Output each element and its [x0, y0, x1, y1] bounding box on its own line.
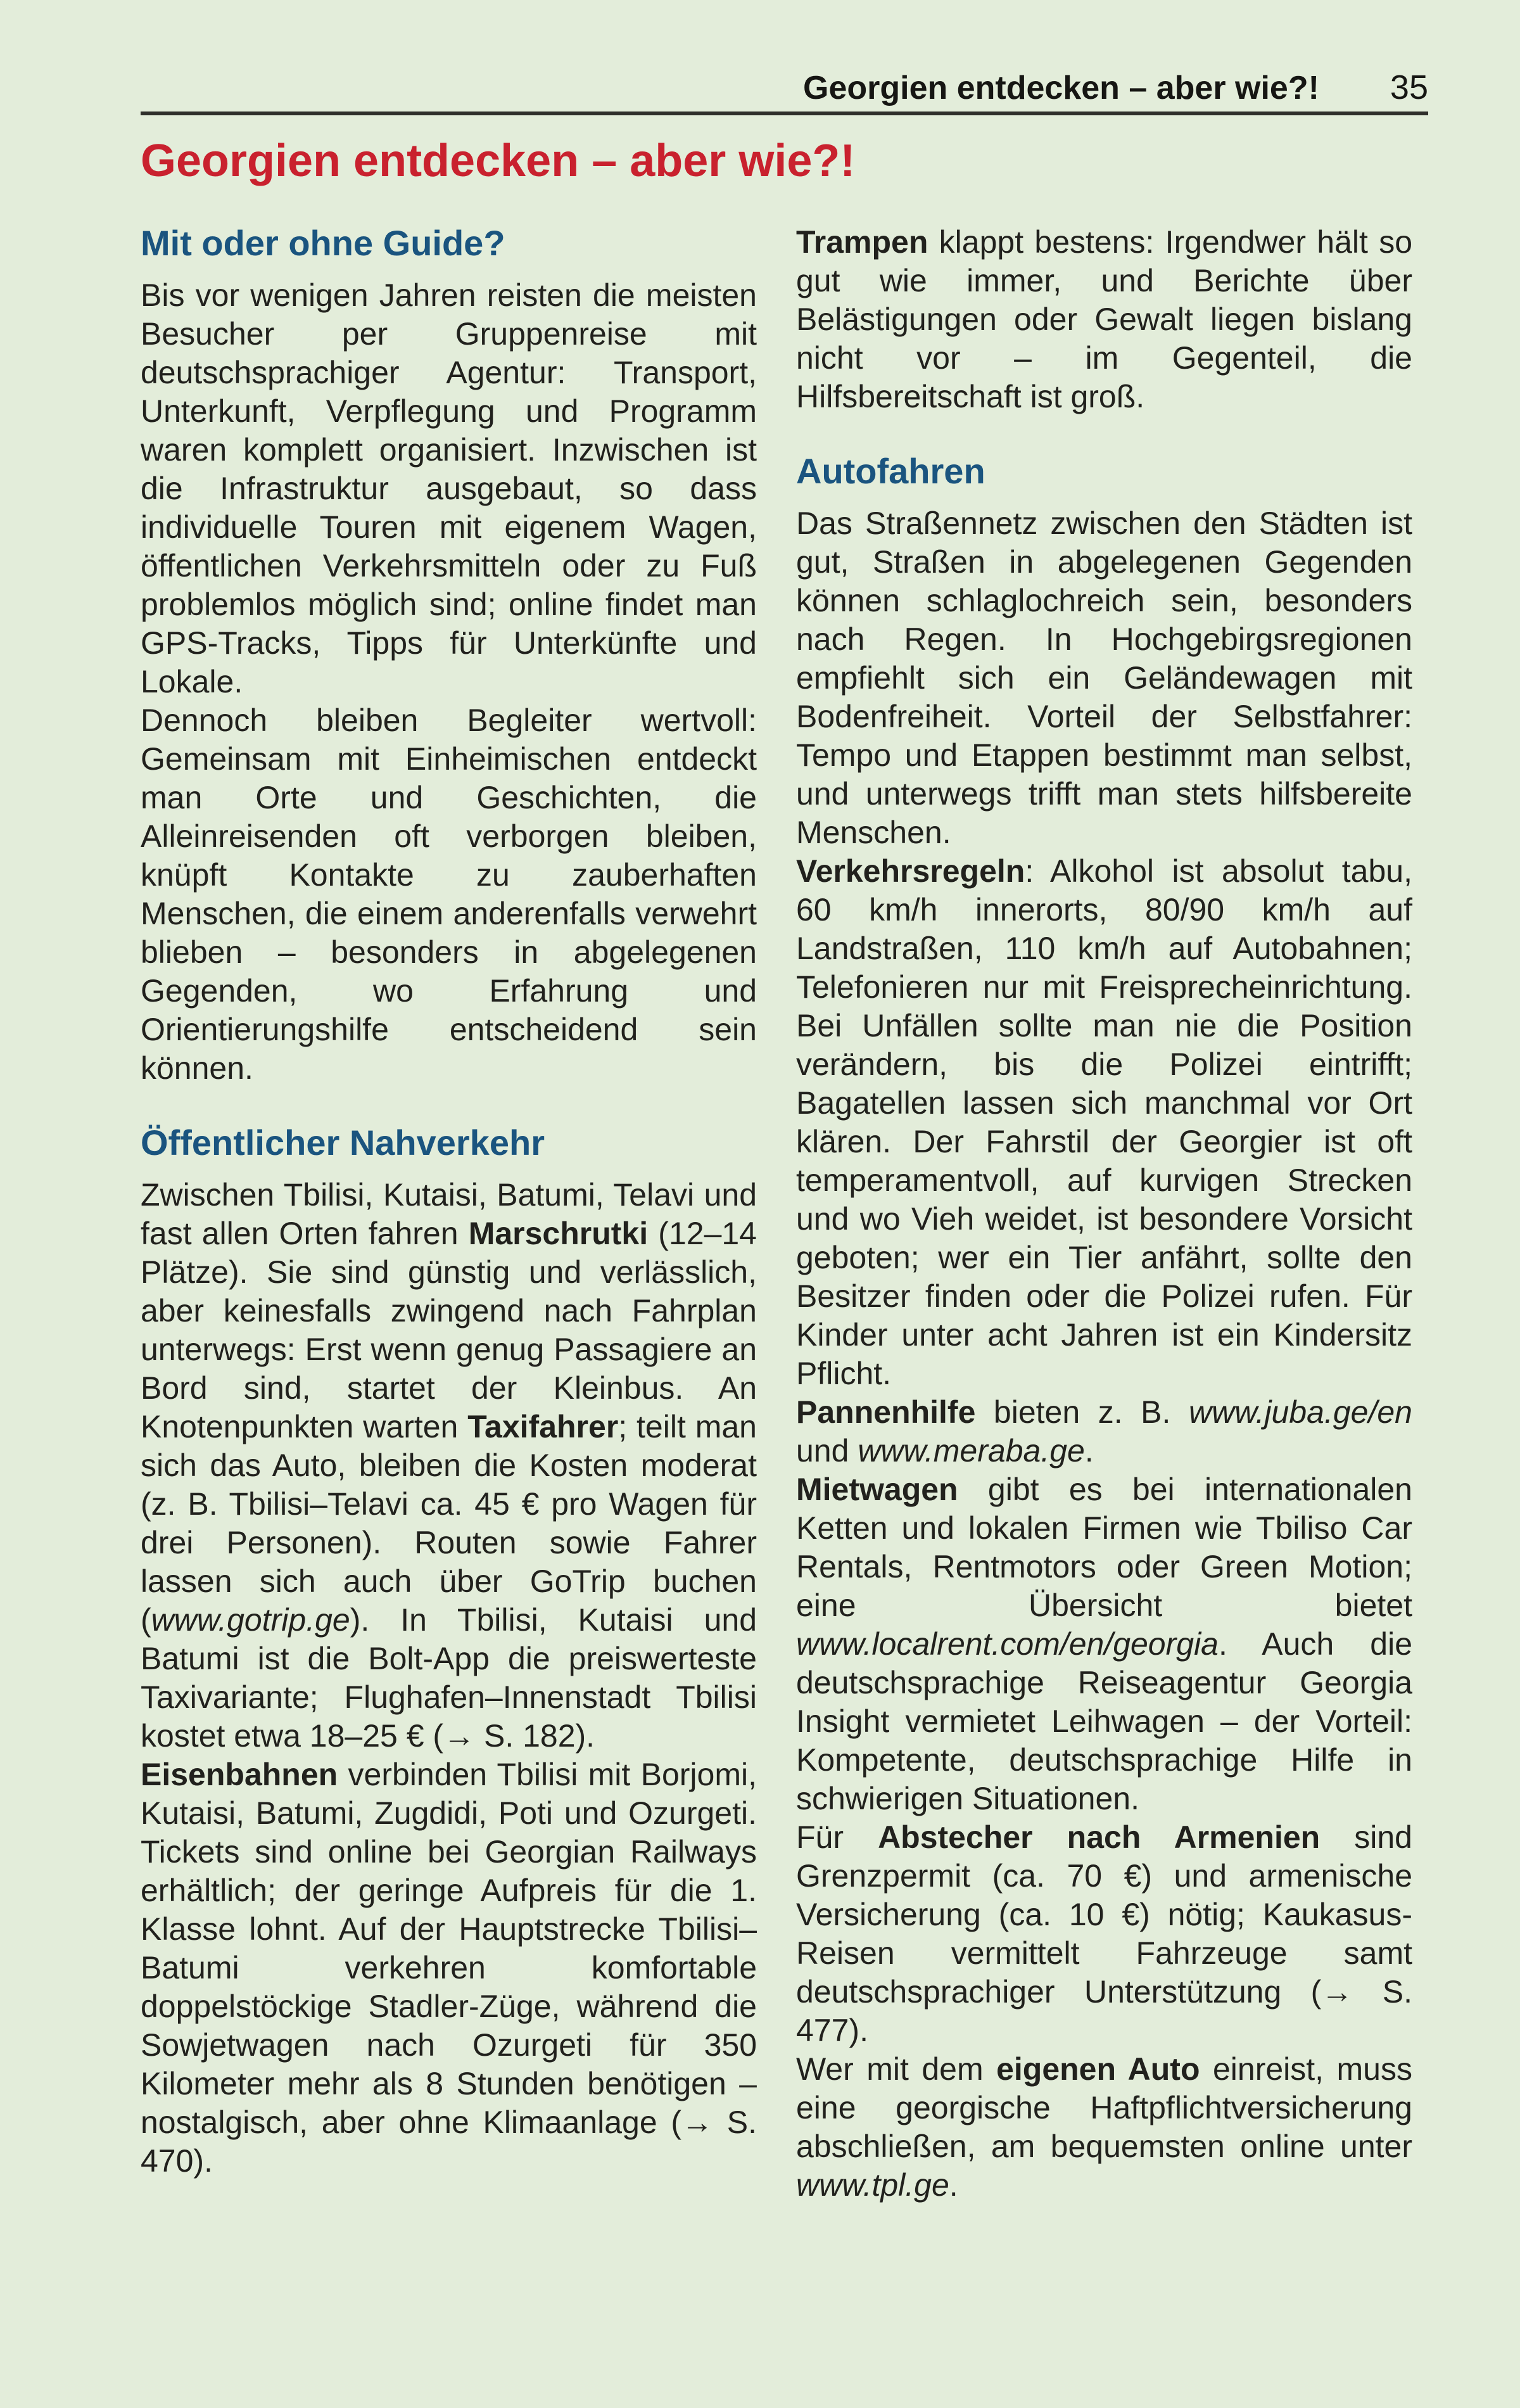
content-columns — [141, 223, 1412, 2205]
text-run: . — [1084, 1433, 1094, 1468]
text-run: einreist, muss eine georgische Haftpflichtversicherung abschließen, am bequemsten online unter — [796, 2051, 1412, 2164]
text-run: . Auch die deutschsprachige Reiseagentur Georgia Insight vermietet Leihwagen – der Vorteil: Kompetente, deutschsprachige Hilfe in schwierigen Situationen. — [796, 1626, 1412, 1816]
italic-url-text: www.juba.ge/en — [1188, 1394, 1412, 1430]
paragraph — [796, 504, 1412, 852]
paragraph — [796, 223, 1412, 416]
bold-text-run: Eisenbahnen — [141, 1757, 338, 1792]
bold-text-run: Taxifahrer — [467, 1409, 619, 1444]
text-run: bieten z. B. — [975, 1394, 1189, 1430]
text-run: ; teilt man sich das Auto, bleiben die Kosten moderat (z. B. Tbilisi–Telavi ca. 45 € pro Wagen für drei Personen). Routen sowie Fahrer lassen sich auch über GoTrip buchen ( — [141, 1409, 757, 1638]
text-run: (12–14 Plätze). Sie sind günstig und verlässlich, aber keinesfalls zwingend nach Fahrplan unterwegs: Erst wenn genug Passagiere an Bord sind, startet der Kleinbus. An Knotenpunkten warten — [141, 1216, 757, 1444]
bold-text-run: eigenen Auto — [996, 2051, 1200, 2087]
running-head-title: Georgien entdecken – aber wie?! — [803, 70, 1319, 106]
text-run: . — [949, 2167, 958, 2203]
text-run: klappt bestens: Irgendwer hält so gut wie immer, und Berichte über Belästigungen oder Gewalt liegen bislang nicht vor – im Gegenteil, die Hilfsbereitschaft ist groß. — [796, 224, 1412, 414]
paragraph — [141, 1176, 757, 1755]
page-number: 35 — [1390, 68, 1428, 106]
text-run: Wer mit dem — [796, 2051, 997, 2087]
section-heading: Autofahren — [796, 451, 985, 491]
paragraph — [796, 852, 1412, 1393]
bold-text-run: Marschrutki — [468, 1216, 649, 1251]
bold-text-run: Abstecher nach Armenien — [878, 1819, 1320, 1855]
paragraph — [141, 276, 757, 701]
text-run: Für — [796, 1819, 878, 1855]
text-run: Bis vor wenigen Jahren reisten die meisten Besucher per Gruppenreise mit deutschsprachiger Agentur: Transport, Unterkunft, Verpflegung und Programm waren komplett organisiert. Inzwischen ist die Infrastruktur ausgebaut, so dass individuelle Touren mit eigenem Wagen, öffentlichen Verkehrsmitteln oder zu Fuß problemlos möglich sind; online findet man GPS-Tracks, Tipps für Unterkünfte und Lokale. — [141, 277, 757, 699]
paragraph — [796, 2050, 1412, 2205]
text-run: Dennoch bleiben Begleiter wertvoll: Gemeinsam mit Einheimischen entdeckt man Orte und Geschichten, die Alleinreisenden oft verborgen bleiben, knüpft Kontakte zu zauberhaften Menschen, die einem anderenfalls verwehrt blieben – besonders in abgelegenen Gegenden, wo Erfahrung und Orientierungshilfe entscheidend sein können. — [141, 703, 757, 1086]
bold-text-run: Verkehrsregeln — [796, 853, 1025, 889]
text-run: und — [796, 1433, 858, 1468]
italic-url-text: www.meraba.ge — [858, 1433, 1085, 1468]
running-header — [141, 68, 1428, 107]
text-run: Das Straßennetz zwischen den Städten ist gut, Straßen in abgelegenen Gegenden können schlaglochreich sein, besonders nach Regen. In Hochgebirgsregionen empfiehlt sich ein Geländewagen mit Bodenfreiheit. Vorteil der Selbstfahrer: Tempo und Etappen bestimmt man selbst, und unterwegs trifft man stets hilfsbereite Menschen. — [796, 506, 1412, 850]
chapter-title: Georgien entdecken – aber wie?! — [141, 136, 856, 186]
right-column — [796, 223, 1412, 2205]
section-heading: Mit oder ohne Guide? — [141, 223, 505, 263]
left-column — [141, 223, 757, 2205]
text-run: gibt es bei internationalen Ketten und lokalen Firmen wie Tbiliso Car Rentals, Rentmotors oder Green Motion; eine Übersicht bietet — [796, 1472, 1412, 1623]
bold-text-run: Pannenhilfe — [796, 1394, 976, 1430]
italic-url-text: www.tpl.ge — [796, 2167, 949, 2203]
paragraph — [141, 701, 757, 1088]
text-run: verbinden Tbilisi mit Borjomi, Kutaisi, Batumi, Zugdidi, Poti und Ozurgeti. Tickets sind online bei Georgian Railways erhältlich; der geringe Aufpreis für die 1. Klasse lohnt. Auf der Hauptstrecke Tbilisi–Batumi verkehren komfortable doppelstöckige Stadler-Züge, während die Sowjetwagen nach Ozurgeti für 350 Kilometer mehr als 8 Stunden benötigen – nostalgisch, aber ohne Klimaanlage (→ S. 470). — [141, 1757, 757, 2179]
section-heading: Öffentlicher Nahverkehr — [141, 1123, 545, 1163]
text-run: sind Grenzpermit (ca. 70 €) und armenische Versicherung (ca. 10 €) nötig; Kaukasus-Reisen vermittelt Fahrzeuge samt deutschsprachiger Unterstützung (→ S. 477). — [796, 1819, 1412, 2048]
text-run: : Alkohol ist absolut tabu, 60 km/h innerorts, 80/90 km/h auf Landstraßen, 110 km/h auf Autobahnen; Telefonieren nur mit Freisprecheinrichtung. Bei Unfällen sollte man nie die Position verändern, bis die Polizei eintrifft; Bagatellen lassen sich manchmal vor Ort klären. Der Fahrstil der Georgier ist oft temperamentvoll, auf kurvigen Strecken und wo Vieh weidet, ist besondere Vorsicht geboten; wer ein Tier anfährt, sollte den Besitzer finden oder die Polizei rufen. Für Kinder unter acht Jahren ist ein Kindersitz Pflicht. — [796, 853, 1412, 1391]
paragraph — [141, 1755, 757, 2181]
italic-url-text: www.localrent.com/en/georgia — [796, 1626, 1219, 1662]
paragraph — [796, 1818, 1412, 2050]
text-run: ). In Tbilisi, Kutaisi und Batumi ist die Bolt-App die preiswerteste Taxivariante; Flughafen–Innenstadt Tbilisi kostet etwa 18–25 € (→ S. 182). — [141, 1602, 757, 1754]
header-rule — [141, 111, 1428, 115]
paragraph — [796, 1470, 1412, 1818]
paragraph — [796, 1393, 1412, 1470]
italic-url-text: www.gotrip.ge — [151, 1602, 350, 1638]
bold-text-run: Trampen — [796, 224, 928, 260]
bold-text-run: Mietwagen — [796, 1472, 958, 1507]
text-run: Zwischen Tbilisi, Kutaisi, Batumi, Telavi und fast allen Orten fahren — [141, 1177, 757, 1251]
